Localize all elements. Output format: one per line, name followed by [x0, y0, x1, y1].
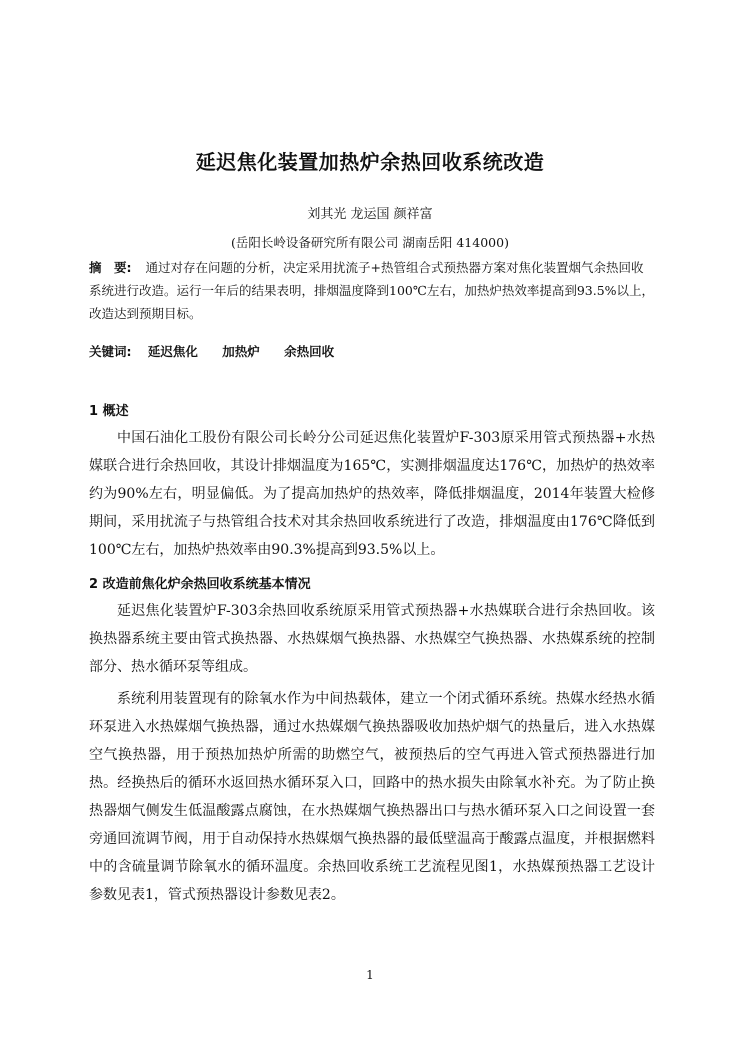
abstract-label: 摘 要: [89, 260, 132, 275]
section-heading: 2 改造前焦化炉余热回收系统基本情况 [89, 577, 311, 592]
body-paragraph: 中国石油化工股份有限公司长岭分公司延迟焦化装置炉F-303原采用管式预热器+水热媒联合进行余热回收，其设计排烟温度为165℃，实测排烟温度达176℃，加热炉的热效率约为90%左右，明显偏低。为了提高加热炉的热效率，降低排烟温度，2014年装置大检修期间，采用扰流子与热管组合技术对其余热回收系统进行了改造，排烟温度由176℃降低到100℃左右，加热炉热效率由90.3%提高到93.5%以上。 [89, 430, 655, 558]
keywords-block [89, 342, 655, 360]
page-number: 1 [366, 968, 374, 982]
body-paragraph: 延迟焦化装置炉F-303余热回收系统原采用管式预热器+水热媒联合进行余热回收。该换热器系统主要由管式换热器、水热媒烟气换热器、水热媒空气换热器、水热媒系统的控制部分、热水循环泵等组成。 [89, 603, 655, 675]
keywords-label: 关键词: [89, 344, 132, 359]
body-paragraph: 系统利用装置现有的除氧水作为中间热载体，建立一个闭式循环系统。热媒水经热水循环泵进入水热媒烟气换热器，通过水热媒烟气换热器吸收加热炉烟气的热量后，进入水热媒空气换热器，用于预热加热炉所需的助燃空气，被预热后的空气再进入管式预热器进行加热。经换热后的循环水返回热水循环泵入口，回路中的热水损失由除氧水补充。为了防止换热器烟气侧发生低温酸露点腐蚀，在水热媒烟气换热器出口与热水循环泵入口之间设置一套旁通回流调节阀，用于自动保持水热媒烟气换热器的最低壁温高于酸露点温度，并根据燃料中的含硫量调节除氧水的循环温度。余热回收系统工艺流程见图1，水热媒预热器工艺设计参数见表1，管式预热器设计参数见表2。 [89, 691, 655, 903]
author-list: 刘其光 龙运国 颜祥富 [307, 207, 433, 222]
keyword: 余热回收 [284, 344, 335, 359]
keyword: 加热炉 [222, 344, 260, 359]
paper-title: 延迟焦化装置加热炉余热回收系统改造 [195, 150, 545, 174]
abstract-text: 通过对存在问题的分析，决定采用扰流子+热管组合式预热器方案对焦化装置烟气余热回收系统进行改造。运行一年后的结果表明，排烟温度降到100℃左右，加热炉热效率提高到93.5%以上，改造达到预期目标。 [89, 260, 655, 321]
keyword: 延迟焦化 [147, 344, 198, 359]
section-heading: 1 概述 [89, 404, 129, 419]
abstract-block [89, 256, 655, 325]
affiliation: (岳阳长岭设备研究所有限公司 湖南岳阳 414000) [231, 235, 509, 250]
